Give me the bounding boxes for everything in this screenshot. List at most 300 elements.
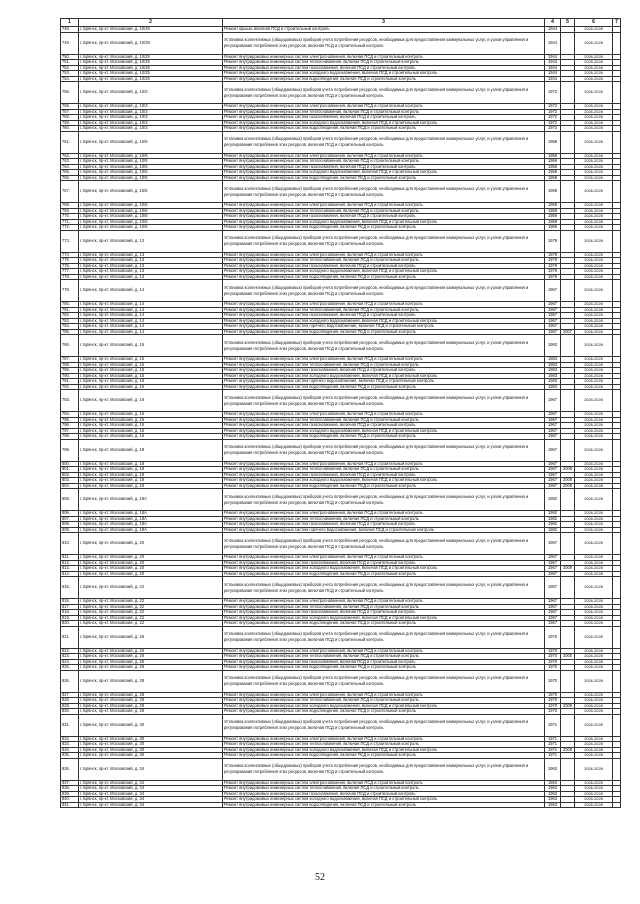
build-year-cell: 1959 bbox=[545, 208, 561, 214]
address-cell: г. Брянск, пр-кт. Московский, д. 10/25 bbox=[79, 27, 223, 33]
row-number-cell: 811. bbox=[61, 555, 79, 561]
address-cell: г. Брянск, пр-кт. Московский, д. 13 bbox=[79, 269, 223, 275]
address-cell: г. Брянск, пр-кт. Московский, д. 18 bbox=[79, 478, 223, 484]
work-type-cell: Установка коллективных (общедомовых) приборов учета потребления ресурсов, необходимых для предоставления коммунальных услуг, и узлов управления и регулирования потребления этих ресурсов, включая ПСД и строительный контроль bbox=[223, 626, 545, 648]
row-number-cell: 759. bbox=[61, 120, 79, 126]
row-number-cell: 753. bbox=[61, 71, 79, 77]
build-year-cell: 1982 bbox=[545, 527, 561, 533]
address-cell: г. Брянск, пр-кт. Московский, д. 10/5 bbox=[79, 131, 223, 153]
build-year-cell: 1944 bbox=[545, 65, 561, 71]
repair-year-cell: 2009 bbox=[561, 467, 575, 473]
build-year-cell: 1972 bbox=[545, 115, 561, 121]
build-year-cell: 1958 bbox=[545, 159, 561, 165]
work-type-cell: Ремонт внутридомовых инженерных систем водоотведения, включая ПСД и строительный контроль bbox=[223, 384, 545, 390]
planned-period-cell: 2026-2028 bbox=[575, 692, 613, 698]
address-cell: г. Брянск, пр-кт. Московский, д. 20 bbox=[79, 571, 223, 577]
address-cell: г. Брянск, пр-кт. Московский, д. 14 bbox=[79, 324, 223, 330]
repair-year-cell bbox=[561, 390, 575, 412]
row-number-cell: 781. bbox=[61, 307, 79, 313]
row-number-cell: 785. bbox=[61, 329, 79, 335]
build-year-cell: 1983 bbox=[545, 362, 561, 368]
address-cell: г. Брянск, пр-кт. Московский, д. 18А bbox=[79, 516, 223, 522]
planned-period-cell: 2026-2028 bbox=[575, 604, 613, 610]
repair-year-cell: 2009 bbox=[561, 483, 575, 489]
planned-period-cell: 2026-2028 bbox=[575, 230, 613, 252]
work-type-cell: Ремонт внутридомовых инженерных систем водоотведения, включая ПСД и строительный контроль bbox=[223, 76, 545, 82]
row-number-cell: 766. bbox=[61, 175, 79, 181]
build-year-cell: 1944 bbox=[545, 27, 561, 33]
header-cell: 6 bbox=[575, 19, 613, 27]
note-cell bbox=[613, 335, 621, 357]
repair-year-cell bbox=[561, 335, 575, 357]
work-type-cell: Ремонт внутридомовых инженерных систем электроснабжения, включая ПСД и строительный контроль bbox=[223, 203, 545, 209]
table-body bbox=[61, 19, 621, 808]
planned-period-cell: 2026-2028 bbox=[575, 527, 613, 533]
planned-period-cell: 2026-2028 bbox=[575, 54, 613, 60]
planned-period-cell: 2026-2028 bbox=[575, 698, 613, 704]
note-cell bbox=[613, 131, 621, 153]
work-type-cell: Установка коллективных (общедомовых) приборов учета потребления ресурсов, необходимых для предоставления коммунальных услуг, и узлов управления и регулирования потребления этих ресурсов, включая ПСД и строительный контроль bbox=[223, 439, 545, 461]
planned-period-cell: 2026-2028 bbox=[575, 791, 613, 797]
repair-year-cell bbox=[561, 577, 575, 599]
build-year-cell: 1971 bbox=[545, 753, 561, 759]
address-cell: г. Брянск, пр-кт. Московский, д. 22 bbox=[79, 610, 223, 616]
address-cell: г. Брянск, пр-кт. Московский, д. 14 bbox=[79, 329, 223, 335]
planned-period-cell: 2026-2028 bbox=[575, 423, 613, 429]
work-type-cell: Ремонт внутридомовых инженерных систем газоснабжения, включая ПСД и строительный контроль bbox=[223, 65, 545, 71]
table-row bbox=[61, 802, 621, 808]
build-year-cell: 1967 bbox=[545, 302, 561, 308]
planned-period-cell: 2026-2028 bbox=[575, 109, 613, 115]
address-cell: г. Брянск, пр-кт. Московский, д. 16 bbox=[79, 434, 223, 440]
row-number-cell: 762. bbox=[61, 153, 79, 159]
address-cell: г. Брянск, пр-кт. Московский, д. 34 bbox=[79, 797, 223, 803]
build-year-cell: 1967 bbox=[545, 390, 561, 412]
planned-period-cell: 2026-2028 bbox=[575, 120, 613, 126]
build-year-cell: 1983 bbox=[545, 357, 561, 363]
address-cell: г. Брянск, пр-кт. Московский, д. 30 bbox=[79, 736, 223, 742]
row-number-cell: 807. bbox=[61, 516, 79, 522]
address-cell: г. Брянск, пр-кт. Московский, д. 13 bbox=[79, 230, 223, 252]
build-year-cell: 1983 bbox=[545, 335, 561, 357]
address-cell: г. Брянск, пр-кт. Московский, д. 20 bbox=[79, 560, 223, 566]
note-cell bbox=[613, 670, 621, 692]
table-row bbox=[61, 714, 621, 736]
address-cell: г. Брянск, пр-кт. Московский, д. 10/3 bbox=[79, 104, 223, 110]
row-number-cell: 817. bbox=[61, 604, 79, 610]
build-year-cell: 1983 bbox=[545, 379, 561, 385]
row-number-cell: 820. bbox=[61, 621, 79, 627]
page-number: 52 bbox=[315, 872, 325, 883]
work-type-cell: Ремонт внутридомовых инженерных систем холодного водоснабжения, включая ПСД и строительный контроль bbox=[223, 478, 545, 484]
planned-period-cell: 2026-2028 bbox=[575, 153, 613, 159]
work-type-cell: Ремонт внутридомовых инженерных систем газоснабжения, включая ПСД и строительный контроль bbox=[223, 659, 545, 665]
planned-period-cell: 2026-2028 bbox=[575, 368, 613, 374]
row-number-cell: 774. bbox=[61, 252, 79, 258]
work-type-cell: Установка коллективных (общедомовых) приборов учета потребления ресурсов, необходимых для предоставления коммунальных услуг, и узлов управления и регулирования потребления этих ресурсов, включая ПСД и строительный контроль bbox=[223, 577, 545, 599]
build-year-cell: 1979 bbox=[545, 263, 561, 269]
build-year-cell: 1959 bbox=[545, 219, 561, 225]
row-number-cell: 796. bbox=[61, 423, 79, 429]
planned-period-cell: 2026-2028 bbox=[575, 489, 613, 511]
row-number-cell: 829. bbox=[61, 703, 79, 709]
address-cell: г. Брянск, пр-кт. Московский, д. 18 bbox=[79, 439, 223, 461]
repair-year-cell: 2009 bbox=[561, 703, 575, 709]
work-type-cell: Ремонт внутридомовых инженерных систем холодного водоснабжения, включая ПСД и строительный контроль bbox=[223, 566, 545, 572]
row-number-cell: 794. bbox=[61, 412, 79, 418]
address-cell: г. Брянск, пр-кт. Московский, д. 34 bbox=[79, 802, 223, 808]
address-cell: г. Брянск, пр-кт. Московский, д. 16 bbox=[79, 417, 223, 423]
work-type-cell: Ремонт внутридомовых инженерных систем водоотведения, включая ПСД и строительный контроль bbox=[223, 175, 545, 181]
repair-year-cell: 2005 bbox=[561, 654, 575, 660]
build-year-cell: 1970 bbox=[545, 648, 561, 654]
planned-period-cell: 2026-2028 bbox=[575, 258, 613, 264]
row-number-cell: 808. bbox=[61, 522, 79, 528]
work-type-cell: Ремонт внутридомовых инженерных систем газоснабжения, включая ПСД и строительный контроль bbox=[223, 522, 545, 528]
build-year-cell: 1944 bbox=[545, 71, 561, 77]
work-type-cell: Установка коллективных (общедомовых) приборов учета потребления ресурсов, необходимых для предоставления коммунальных услуг, и узлов управления и регулирования потребления этих ресурсов, включая ПСД и строительный контроль bbox=[223, 390, 545, 412]
row-number-cell: 770. bbox=[61, 214, 79, 220]
work-type-cell: Ремонт внутридомовых инженерных систем водоотведения, включая ПСД и строительный контроль bbox=[223, 329, 545, 335]
address-cell: г. Брянск, пр-кт. Московский, д. 10/6 bbox=[79, 203, 223, 209]
row-number-cell: 749. bbox=[61, 32, 79, 54]
planned-period-cell: 2026-2028 bbox=[575, 483, 613, 489]
address-cell: г. Брянск, пр-кт. Московский, д. 22 bbox=[79, 599, 223, 605]
build-year-cell: 1967 bbox=[545, 307, 561, 313]
works-table bbox=[60, 18, 621, 808]
address-cell: г. Брянск, пр-кт. Московский, д. 34 bbox=[79, 791, 223, 797]
row-number-cell: 771. bbox=[61, 219, 79, 225]
work-type-cell: Ремонт внутридомовых инженерных систем холодного водоснабжения, включая ПСД и строительный контроль bbox=[223, 71, 545, 77]
work-type-cell: Ремонт внутридомовых инженерных систем холодного водоснабжения, включая ПСД и строительный контроль bbox=[223, 703, 545, 709]
address-cell: г. Брянск, пр-кт. Московский, д. 10/5 bbox=[79, 164, 223, 170]
address-cell: г. Брянск, пр-кт. Московский, д. 14 bbox=[79, 302, 223, 308]
row-number-cell: 756. bbox=[61, 104, 79, 110]
work-type-cell: Ремонт внутридомовых инженерных систем электроснабжения, включая ПСД и строительный контроль bbox=[223, 153, 545, 159]
table-row bbox=[61, 439, 621, 461]
planned-period-cell: 2026-2028 bbox=[575, 104, 613, 110]
build-year-cell: 1972 bbox=[545, 109, 561, 115]
work-type-cell: Установка коллективных (общедомовых) приборов учета потребления ресурсов, необходимых для предоставления коммунальных услуг, и узлов управления и регулирования потребления этих ресурсов, включая ПСД и строительный контроль bbox=[223, 758, 545, 780]
address-cell: г. Брянск, пр-кт. Московский, д. 26 bbox=[79, 654, 223, 660]
build-year-cell: 1967 bbox=[545, 329, 561, 335]
row-number-cell: 800. bbox=[61, 461, 79, 467]
row-number-cell: 822. bbox=[61, 648, 79, 654]
row-number-cell: 813. bbox=[61, 566, 79, 572]
build-year-cell: 1944 bbox=[545, 76, 561, 82]
work-type-cell: Ремонт внутридомовых инженерных систем электроснабжения, включая ПСД и строительный контроль bbox=[223, 252, 545, 258]
build-year-cell: 1982 bbox=[545, 489, 561, 511]
work-type-cell: Ремонт внутридомовых инженерных систем электроснабжения, включая ПСД и строительный контроль bbox=[223, 511, 545, 517]
build-year-cell: 1979 bbox=[545, 274, 561, 280]
repair-year-cell bbox=[561, 280, 575, 302]
build-year-cell: 1967 bbox=[545, 621, 561, 627]
build-year-cell: 1982 bbox=[545, 516, 561, 522]
planned-period-cell: 2026-2028 bbox=[575, 417, 613, 423]
work-type-cell: Ремонт внутридомовых инженерных систем электроснабжения, включая ПСД и строительный контроль bbox=[223, 555, 545, 561]
build-year-cell: 1979 bbox=[545, 252, 561, 258]
address-cell: г. Брянск, пр-кт. Московский, д. 28 bbox=[79, 698, 223, 704]
work-type-cell: Ремонт внутридомовых инженерных систем теплоснабжения, включая ПСД и строительный контроль bbox=[223, 417, 545, 423]
repair-year-cell bbox=[561, 670, 575, 692]
address-cell: г. Брянск, пр-кт. Московский, д. 10/25 bbox=[79, 65, 223, 71]
build-year-cell: 1967 bbox=[545, 555, 561, 561]
work-type-cell: Ремонт внутридомовых инженерных систем теплоснабжения, включая ПСД и строительный контроль bbox=[223, 109, 545, 115]
address-cell: г. Брянск, пр-кт. Московский, д. 16 bbox=[79, 390, 223, 412]
planned-period-cell: 2026-2028 bbox=[575, 208, 613, 214]
planned-period-cell: 2026-2028 bbox=[575, 126, 613, 132]
address-cell: г. Брянск, пр-кт. Московский, д. 20 bbox=[79, 566, 223, 572]
address-cell: г. Брянск, пр-кт. Московский, д. 28 bbox=[79, 703, 223, 709]
table-row bbox=[61, 230, 621, 252]
work-type-cell: Ремонт внутридомовых инженерных систем электроснабжения, включая ПСД и строительный контроль bbox=[223, 648, 545, 654]
work-type-cell: Ремонт внутридомовых инженерных систем холодного водоснабжения, включая ПСД и строительный контроль bbox=[223, 318, 545, 324]
work-type-cell: Ремонт внутридомовых инженерных систем электроснабжения, включая ПСД и строительный контроль bbox=[223, 357, 545, 363]
planned-period-cell: 2026-2028 bbox=[575, 71, 613, 77]
note-cell bbox=[613, 714, 621, 736]
row-number-cell: 782. bbox=[61, 313, 79, 319]
repair-year-cell bbox=[561, 714, 575, 736]
row-number-cell: 779. bbox=[61, 280, 79, 302]
table-row bbox=[61, 489, 621, 511]
table-row bbox=[61, 577, 621, 599]
build-year-cell: 1972 bbox=[545, 126, 561, 132]
planned-period-cell: 2026-2028 bbox=[575, 159, 613, 165]
header-row bbox=[61, 19, 621, 27]
row-number-cell: 828. bbox=[61, 698, 79, 704]
row-number-cell: 761. bbox=[61, 131, 79, 153]
address-cell: г. Брянск, пр-кт. Московский, д. 18 bbox=[79, 467, 223, 473]
work-type-cell: Ремонт внутридомовых инженерных систем газоснабжения, включая ПСД и строительный контроль bbox=[223, 164, 545, 170]
table-row bbox=[61, 390, 621, 412]
planned-period-cell: 2026-2028 bbox=[575, 115, 613, 121]
build-year-cell: 1967 bbox=[545, 604, 561, 610]
work-type-cell: Ремонт внутридомовых инженерных систем электроснабжения, включая ПСД и строительный контроль bbox=[223, 599, 545, 605]
row-number-cell: 803. bbox=[61, 478, 79, 484]
planned-period-cell: 2026-2028 bbox=[575, 379, 613, 385]
address-cell: г. Брянск, пр-кт. Московский, д. 13 bbox=[79, 258, 223, 264]
repair-year-cell bbox=[561, 758, 575, 780]
work-type-cell: Установка коллективных (общедомовых) приборов учета потребления ресурсов, необходимых для предоставления коммунальных услуг, и узлов управления и регулирования потребления этих ресурсов, включая ПСД и строительный контроль bbox=[223, 230, 545, 252]
work-type-cell: Ремонт внутридомовых инженерных систем теплоснабжения, включая ПСД и строительный контроль bbox=[223, 654, 545, 660]
row-number-cell: 825. bbox=[61, 665, 79, 671]
row-number-cell: 831. bbox=[61, 714, 79, 736]
work-type-cell: Ремонт внутридомовых инженерных систем холодного водоснабжения, включая ПСД и строительный контроль bbox=[223, 269, 545, 275]
address-cell: г. Брянск, пр-кт. Московский, д. 30 bbox=[79, 714, 223, 736]
row-number-cell: 809. bbox=[61, 527, 79, 533]
note-cell bbox=[613, 82, 621, 104]
row-number-cell: 776. bbox=[61, 263, 79, 269]
work-type-cell: Установка коллективных (общедомовых) приборов учета потребления ресурсов, необходимых для предоставления коммунальных услуг, и узлов управления и регулирования потребления этих ресурсов, включая ПСД и строительный контроль bbox=[223, 32, 545, 54]
row-number-cell: 765. bbox=[61, 170, 79, 176]
address-cell: г. Брянск, пр-кт. Московский, д. 15 bbox=[79, 368, 223, 374]
work-type-cell: Ремонт внутридомовых инженерных систем холодного водоснабжения, включая ПСД и строительный контроль bbox=[223, 747, 545, 753]
row-number-cell: 752. bbox=[61, 65, 79, 71]
row-number-cell: 751. bbox=[61, 60, 79, 66]
address-cell: г. Брянск, пр-кт. Московский, д. 28 bbox=[79, 709, 223, 715]
build-year-cell: 1967 bbox=[545, 428, 561, 434]
note-cell bbox=[613, 230, 621, 252]
planned-period-cell: 2026-2028 bbox=[575, 786, 613, 792]
planned-period-cell: 2026-2028 bbox=[575, 203, 613, 209]
work-type-cell: Ремонт внутридомовых инженерных систем холодного водоснабжения, включая ПСД и строительный контроль bbox=[223, 373, 545, 379]
row-number-cell: 838. bbox=[61, 786, 79, 792]
planned-period-cell: 2026-2028 bbox=[575, 214, 613, 220]
build-year-cell: 1971 bbox=[545, 742, 561, 748]
header-cell: 3 bbox=[223, 19, 545, 27]
build-year-cell: 1959 bbox=[545, 181, 561, 203]
table-row bbox=[61, 131, 621, 153]
planned-period-cell: 2026-2028 bbox=[575, 659, 613, 665]
row-number-cell: 835. bbox=[61, 753, 79, 759]
work-type-cell: Ремонт внутридомовых инженерных систем холодного водоснабжения, включая ПСД и строительный контроль bbox=[223, 170, 545, 176]
build-year-cell: 1967 bbox=[545, 472, 561, 478]
row-number-cell: 836. bbox=[61, 758, 79, 780]
work-type-cell: Ремонт внутридомовых инженерных систем теплоснабжения, включая ПСД и строительный контроль bbox=[223, 604, 545, 610]
planned-period-cell: 2026-2028 bbox=[575, 742, 613, 748]
build-year-cell: 1967 bbox=[545, 280, 561, 302]
row-number-cell: 833. bbox=[61, 742, 79, 748]
row-number-cell: 790. bbox=[61, 373, 79, 379]
build-year-cell: 1959 bbox=[545, 203, 561, 209]
note-cell bbox=[613, 533, 621, 555]
row-number-cell: 805. bbox=[61, 489, 79, 511]
address-cell: г. Брянск, пр-кт. Московский, д. 10/3 bbox=[79, 120, 223, 126]
address-cell: г. Брянск, пр-кт. Московский, д. 30 bbox=[79, 753, 223, 759]
planned-period-cell: 2026-2028 bbox=[575, 626, 613, 648]
planned-period-cell: 2026-2028 bbox=[575, 175, 613, 181]
build-year-cell: 1971 bbox=[545, 714, 561, 736]
repair-year-cell bbox=[561, 489, 575, 511]
planned-period-cell: 2026-2028 bbox=[575, 65, 613, 71]
work-type-cell: Установка коллективных (общедомовых) приборов учета потребления ресурсов, необходимых для предоставления коммунальных услуг, и узлов управления и регулирования потребления этих ресурсов, включая ПСД и строительный контроль bbox=[223, 489, 545, 511]
address-cell: г. Брянск, пр-кт. Московский, д. 28 bbox=[79, 692, 223, 698]
build-year-cell: 1967 bbox=[545, 439, 561, 461]
row-number-cell: 769. bbox=[61, 208, 79, 214]
build-year-cell: 1979 bbox=[545, 269, 561, 275]
row-number-cell: 840. bbox=[61, 797, 79, 803]
work-type-cell: Ремонт внутридомовых инженерных систем водоотведения, включая ПСД и строительный контроль bbox=[223, 571, 545, 577]
row-number-cell: 780. bbox=[61, 302, 79, 308]
planned-period-cell: 2026-2028 bbox=[575, 324, 613, 330]
work-type-cell: Ремонт внутридомовых инженерных систем горячего водоснабжения, включая ПСД и строительный контроль bbox=[223, 379, 545, 385]
build-year-cell: 1967 bbox=[545, 599, 561, 605]
address-cell: г. Брянск, пр-кт. Московский, д. 22 bbox=[79, 604, 223, 610]
row-number-cell: 819. bbox=[61, 615, 79, 621]
address-cell: г. Брянск, пр-кт. Московский, д. 28 bbox=[79, 670, 223, 692]
row-number-cell: 832. bbox=[61, 736, 79, 742]
address-cell: г. Брянск, пр-кт. Московский, д. 14 bbox=[79, 313, 223, 319]
build-year-cell: 1970 bbox=[545, 670, 561, 692]
header-cell: 1 bbox=[61, 19, 79, 27]
work-type-cell: Установка коллективных (общедомовых) приборов учета потребления ресурсов, необходимых для предоставления коммунальных услуг, и узлов управления и регулирования потребления этих ресурсов, включая ПСД и строительный контроль bbox=[223, 82, 545, 104]
build-year-cell: 1958 bbox=[545, 131, 561, 153]
build-year-cell: 1944 bbox=[545, 60, 561, 66]
repair-year-cell bbox=[561, 439, 575, 461]
row-number-cell: 793. bbox=[61, 390, 79, 412]
work-type-cell: Ремонт внутридомовых инженерных систем водоотведения, включая ПСД и строительный контроль bbox=[223, 483, 545, 489]
work-type-cell: Ремонт внутридомовых инженерных систем водоотведения, включая ПСД и строительный контроль bbox=[223, 709, 545, 715]
row-number-cell: 760. bbox=[61, 126, 79, 132]
planned-period-cell: 2026-2028 bbox=[575, 703, 613, 709]
table-row bbox=[61, 758, 621, 780]
repair-year-cell bbox=[561, 802, 575, 808]
work-type-cell: Ремонт внутридомовых инженерных систем электроснабжения, включая ПСД и строительный контроль bbox=[223, 54, 545, 60]
build-year-cell: 1970 bbox=[545, 659, 561, 665]
planned-period-cell: 2026-2028 bbox=[575, 263, 613, 269]
build-year-cell: 1967 bbox=[545, 467, 561, 473]
build-year-cell: 1959 bbox=[545, 214, 561, 220]
build-year-cell: 1963 bbox=[545, 802, 561, 808]
build-year-cell: 1967 bbox=[545, 566, 561, 572]
work-type-cell: Ремонт внутридомовых инженерных систем водоотведения, включая ПСД и строительный контроль bbox=[223, 621, 545, 627]
planned-period-cell: 2026-2028 bbox=[575, 747, 613, 753]
address-cell: г. Брянск, пр-кт. Московский, д. 18 bbox=[79, 472, 223, 478]
row-number-cell: 821. bbox=[61, 626, 79, 648]
build-year-cell: 1967 bbox=[545, 461, 561, 467]
work-type-cell: Ремонт внутридомовых инженерных систем водоотведения, включая ПСД и строительный контроль bbox=[223, 434, 545, 440]
work-type-cell: Ремонт внутридомовых инженерных систем теплоснабжения, включая ПСД и строительный контроль bbox=[223, 258, 545, 264]
build-year-cell: 1972 bbox=[545, 120, 561, 126]
row-number-cell: 799. bbox=[61, 439, 79, 461]
address-cell: г. Брянск, пр-кт. Московский, д. 18А bbox=[79, 511, 223, 517]
planned-period-cell: 2026-2028 bbox=[575, 225, 613, 231]
build-year-cell: 1972 bbox=[545, 82, 561, 104]
row-number-cell: 791. bbox=[61, 379, 79, 385]
note-cell bbox=[613, 626, 621, 648]
repair-year-cell bbox=[561, 181, 575, 203]
planned-period-cell: 2026-2028 bbox=[575, 32, 613, 54]
row-number-cell: 768. bbox=[61, 203, 79, 209]
build-year-cell: 1963 bbox=[545, 791, 561, 797]
row-number-cell: 784. bbox=[61, 324, 79, 330]
planned-period-cell: 2026-2028 bbox=[575, 76, 613, 82]
build-year-cell: 1983 bbox=[545, 368, 561, 374]
work-type-cell: Ремонт внутридомовых инженерных систем газоснабжения, включая ПСД и строительный контроль bbox=[223, 472, 545, 478]
planned-period-cell: 2026-2028 bbox=[575, 219, 613, 225]
planned-period-cell: 2026-2028 bbox=[575, 709, 613, 715]
build-year-cell: 1967 bbox=[545, 560, 561, 566]
address-cell: г. Брянск, пр-кт. Московский, д. 15 bbox=[79, 357, 223, 363]
row-number-cell: 823. bbox=[61, 654, 79, 660]
table-row bbox=[61, 670, 621, 692]
work-type-cell: Ремонт внутридомовых инженерных систем водоотведения, включая ПСД и строительный контроль bbox=[223, 225, 545, 231]
planned-period-cell: 2026-2028 bbox=[575, 170, 613, 176]
row-number-cell: 775. bbox=[61, 258, 79, 264]
table-row bbox=[61, 82, 621, 104]
address-cell: г. Брянск, пр-кт. Московский, д. 10/5 bbox=[79, 170, 223, 176]
planned-period-cell: 2026-2028 bbox=[575, 599, 613, 605]
planned-period-cell: 2026-2028 bbox=[575, 82, 613, 104]
address-cell: г. Брянск, пр-кт. Московский, д. 26 bbox=[79, 626, 223, 648]
address-cell: г. Брянск, пр-кт. Московский, д. 18А bbox=[79, 522, 223, 528]
build-year-cell: 1967 bbox=[545, 615, 561, 621]
note-cell bbox=[613, 758, 621, 780]
address-cell: г. Брянск, пр-кт. Московский, д. 18 bbox=[79, 461, 223, 467]
repair-year-cell bbox=[561, 533, 575, 555]
work-type-cell: Ремонт внутридомовых инженерных систем водоотведения, включая ПСД и строительный контроль bbox=[223, 126, 545, 132]
planned-period-cell: 2026-2028 bbox=[575, 467, 613, 473]
build-year-cell: 1967 bbox=[545, 577, 561, 599]
work-type-cell: Ремонт внутридомовых инженерных систем теплоснабжения, включая ПСД и строительный контроль bbox=[223, 467, 545, 473]
build-year-cell: 1967 bbox=[545, 610, 561, 616]
planned-period-cell: 2026-2028 bbox=[575, 665, 613, 671]
build-year-cell: 1971 bbox=[545, 736, 561, 742]
planned-period-cell: 2026-2028 bbox=[575, 522, 613, 528]
build-year-cell: 1967 bbox=[545, 533, 561, 555]
repair-year-cell: 2009 bbox=[561, 566, 575, 572]
build-year-cell: 1958 bbox=[545, 170, 561, 176]
